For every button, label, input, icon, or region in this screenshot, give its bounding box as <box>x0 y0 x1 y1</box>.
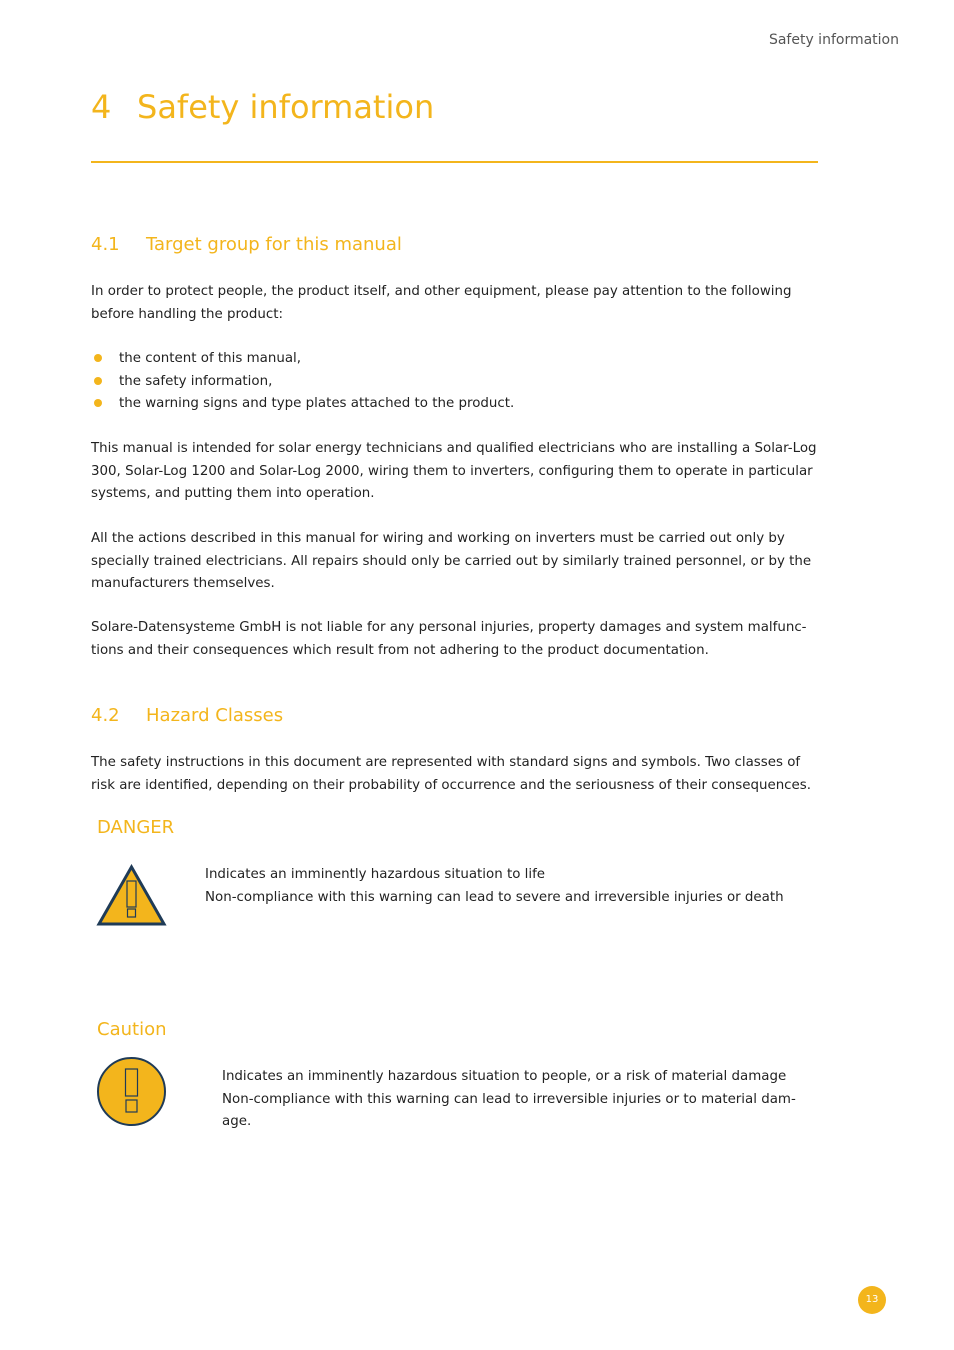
warning-circle-icon <box>96 1056 167 1127</box>
danger-description <box>205 864 825 909</box>
section-title-hazard-classes <box>91 705 283 726</box>
list-item-text: the content of this manual, <box>119 351 302 366</box>
chapter-title <box>91 88 434 126</box>
target-audience-paragraph: This manual is intended for solar energy technicians and qualified electricians who are installing a Solar-Log 300, Solar-Log 1200 and Solar-Log 2000, wiring them to inverters, configuring them to operate in particular systems, and putting them into operation. <box>91 441 817 501</box>
list-item <box>91 393 514 416</box>
bullet-dot-icon <box>94 399 102 407</box>
list-item-text: the warning signs and type plates attached to the product. <box>119 396 515 411</box>
caution-line-1: Indicates an imminently hazardous situation to people, or a risk of material damage <box>222 1069 787 1084</box>
running-header: Safety information <box>768 32 899 48</box>
chapter-divider <box>91 161 818 163</box>
bullet-dot-icon <box>94 377 102 385</box>
list-item <box>91 371 514 394</box>
danger-line-1: Indicates an imminently hazardous situation to life <box>205 867 546 882</box>
target-group-intro: In order to protect people, the product itself, and other equipment, please pay attention to the following before handling the product: <box>91 284 792 322</box>
qualified-personnel-paragraph: All the actions described in this manual for wiring and working on inverters must be carried out only by specially trained electricians. All repairs should only be carried out by similarly trained personnel, or by the manufacturers themselves. <box>91 531 812 591</box>
list-item-text: the safety information, <box>119 373 273 389</box>
chapter-number: 4 <box>91 88 112 126</box>
caution-label: Caution <box>97 1019 167 1040</box>
section-title-text: Hazard Classes <box>146 705 284 726</box>
attention-list <box>91 348 514 416</box>
warning-triangle-icon <box>96 864 167 927</box>
chapter-title-text: Safety information <box>137 88 435 126</box>
bullet-dot-icon <box>94 354 102 362</box>
section-title-target-group <box>91 234 402 255</box>
hazard-classes-intro: The safety instructions in this document are represented with standard signs and symbols. Two classes of risk are identified, depending on their probability of occurrence and the seriousness of their consequences. <box>91 755 812 793</box>
list-item <box>91 348 514 371</box>
section-number: 4.1 <box>91 234 120 255</box>
liability-paragraph: Solare-Datensysteme GmbH is not liable for any personal injuries, property damages and system malfunc-tions and their consequences which result from not adhering to the product documentation. <box>91 620 807 658</box>
danger-label: DANGER <box>97 817 175 838</box>
section-title-text: Target group for this manual <box>146 234 402 255</box>
page-number-badge: 13 <box>858 1286 886 1314</box>
caution-description <box>222 1066 807 1134</box>
section-number: 4.2 <box>91 705 120 726</box>
caution-line-2: Non-compliance with this warning can lead to irreversible injuries or to material dam-age. <box>222 1091 796 1129</box>
danger-line-2: Non-compliance with this warning can lead to severe and irreversible injuries or death <box>205 889 784 905</box>
